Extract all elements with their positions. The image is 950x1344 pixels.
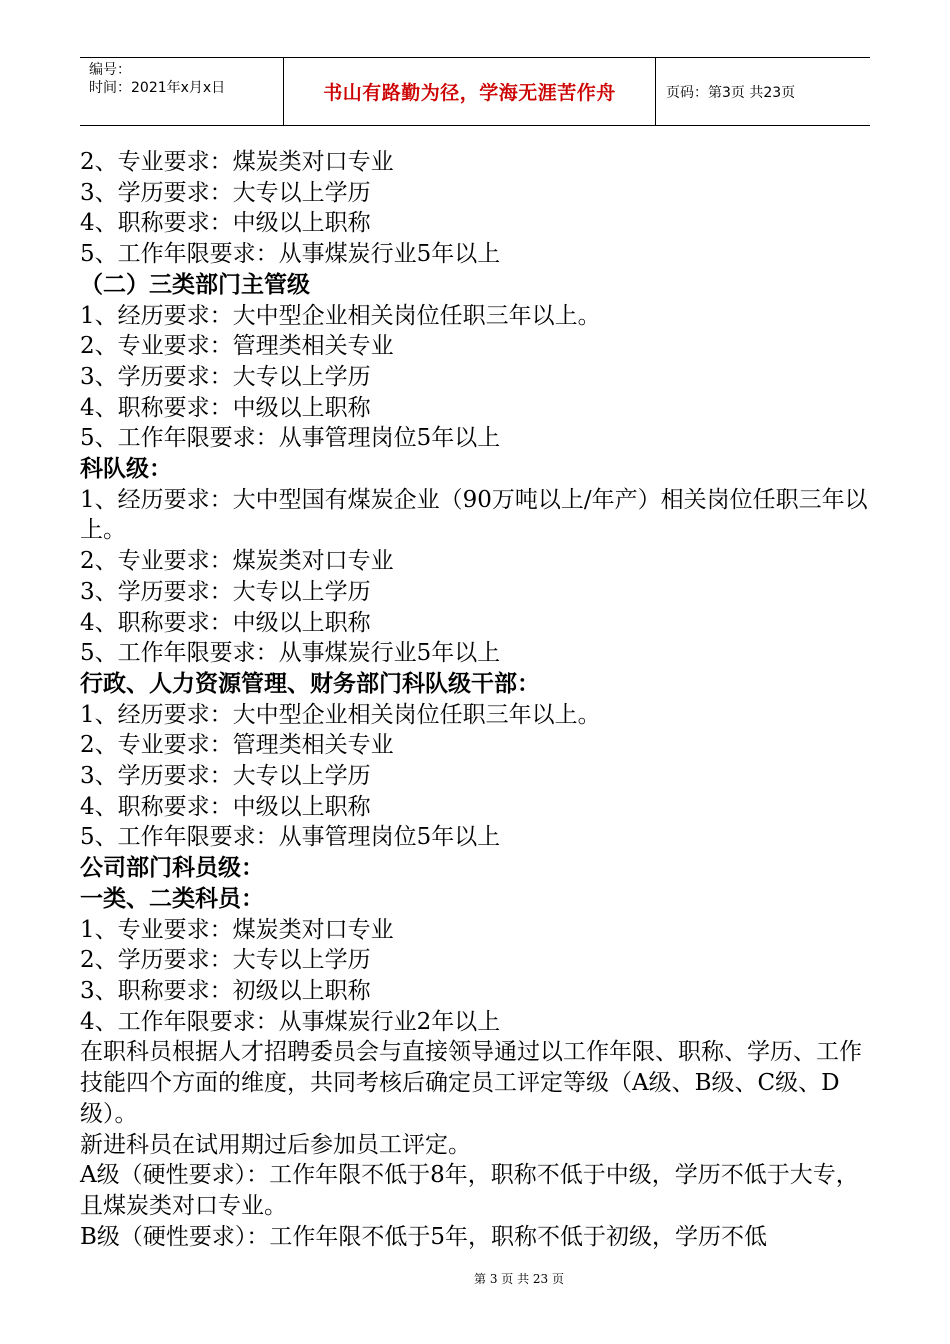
body-text-line: 2、学历要求：大专以上学历 [80,947,371,974]
body-text-line: 3、学历要求：大专以上学历 [80,363,371,390]
body-text-line: 3、学历要求：大专以上学历 [80,179,371,206]
page-header [80,57,870,126]
body-text-line: 1、经历要求：大中型企业相关岗位任职三年以上。 [80,302,601,329]
header-motto: 书山有路勤为径，学海无涯苦作舟 [323,82,616,104]
body-text-line: 5、工作年限要求：从事管理岗位5年以上 [80,824,501,851]
body-text-line: 4、工作年限要求：从事煤炭行业2年以上 [80,1008,501,1035]
body-text-line: 4、职称要求：中级以上职称 [80,394,371,421]
body-text-line: 3、学历要求：大专以上学历 [80,578,371,605]
body-text-line: 2、专业要求：管理类相关专业 [80,333,394,360]
body-text-line: 4、职称要求：中级以上职称 [80,609,371,636]
section-heading: 一类、二类科员： [80,885,264,912]
body-text-line: 1、经历要求：大中型企业相关岗位任职三年以上。 [80,701,601,728]
doc-number-label: 编号： [89,62,131,78]
body-text-line: 1、经历要求：大中型国有煤炭企业（90万吨以上/年产）相关岗位任职三年以上。 [80,486,868,544]
doc-time-label: 时间：2021年x月x日 [89,80,226,96]
body-text-line: 4、职称要求：中级以上职称 [80,793,371,820]
section-heading: 科队级： [80,456,172,483]
header-page-info: 页码：第3页 共23页 [666,84,796,101]
body-text-line: 3、职称要求：初级以上职称 [80,977,371,1004]
body-text-line: 5、工作年限要求：从事管理岗位5年以上 [80,425,501,452]
body-text-line: 新进科员在试用期过后参加员工评定。 [80,1131,471,1158]
body-text-line: 3、学历要求：大专以上学历 [80,763,371,790]
header-motto-cell [283,58,656,125]
body-text-line: 2、专业要求：煤炭类对口专业 [80,548,394,575]
body-text-line: 在职科员根据人才招聘委员会与直接领导通过以工作年限、职称、学历、工作技能四个方面的维度，共同考核后确定员工评定等级（A级、B级、C级、D级）。 [80,1039,862,1127]
body-text-line: B级（硬性要求）：工作年限不低于5年，职称不低于初级，学历不低 [80,1223,768,1250]
body-text-line: 4、职称要求：中级以上职称 [80,210,371,237]
body-text-line: 2、专业要求：管理类相关专业 [80,732,394,759]
document-body [80,147,880,1252]
header-meta [80,58,283,125]
body-text-line: 5、工作年限要求：从事煤炭行业5年以上 [80,640,501,667]
body-text-line: 2、专业要求：煤炭类对口专业 [80,149,394,175]
body-text-line: A级（硬性要求）：工作年限不低于8年，职称不低于中级，学历不低于大专，且煤炭类对口专业。 [80,1162,859,1219]
body-text-line: 1、专业要求：煤炭类对口专业 [80,916,394,943]
section-heading: 公司部门科员级： [80,855,264,882]
section-heading: （二）三类部门主管级 [80,271,310,298]
section-heading: 行政、人力资源管理、财务部门科队级干部： [80,670,540,697]
page-footer: 第 3 页 共 23 页 [474,1272,564,1286]
body-text-line: 5、工作年限要求：从事煤炭行业5年以上 [80,241,501,268]
